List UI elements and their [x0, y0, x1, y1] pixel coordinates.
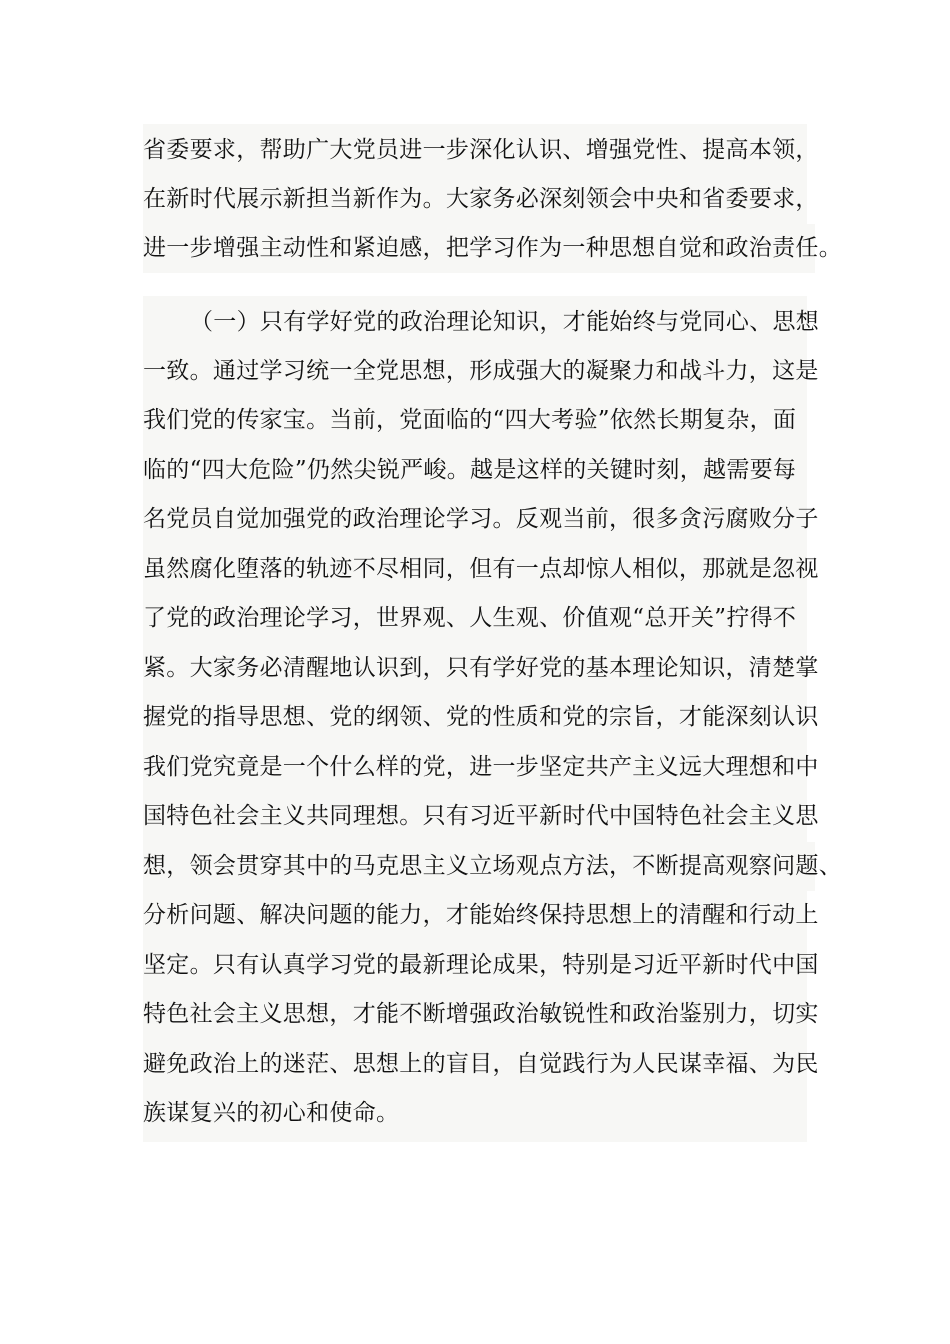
- text-line: 名党员自觉加强党的政治理论学习。反观当前，很多贪污腐败分子: [143, 506, 819, 532]
- text-line: （一）只有学好党的政治理论知识，才能始终与党同心、思想: [190, 309, 820, 335]
- text-line: 握党的指导思想、党的纲领、党的性质和党的宗旨，才能深刻认识: [143, 704, 819, 730]
- text-line: 临的“四大危险”仍然尖锐严峻。越是这样的关键时刻，越需要每: [143, 457, 797, 483]
- text-line: 我们党究竟是一个什么样的党，进一步坚定共产主义远大理想和中: [143, 754, 819, 780]
- text-line: 我们党的传家宝。当前，党面临的“四大考验”依然长期复杂，面: [143, 407, 797, 433]
- text-line: 分析问题、解决问题的能力，才能始终保持思想上的清醒和行动上: [143, 902, 819, 928]
- paragraph-1: [143, 124, 842, 262]
- text-line: 虽然腐化堕落的轨迹不尽相同，但有一点却惊人相似，那就是忽视: [143, 556, 819, 582]
- text-line: 在新时代展示新担当新作为。大家务必深刻领会中央和省委要求，: [143, 186, 819, 212]
- text-line: 国特色社会主义共同理想。只有习近平新时代中国特色社会主义思: [143, 803, 819, 829]
- text-line: 省委要求，帮助广大党员进一步深化认识、增强党性、提高本领，: [143, 137, 819, 163]
- text-line: 了党的政治理论学习，世界观、人生观、价值观“总开关”拧得不: [143, 605, 797, 631]
- text-line: 进一步增强主动性和紧迫感，把学习作为一种思想自觉和政治责任。: [143, 224, 815, 273]
- text-line: 紧。大家务必清醒地认识到，只有学好党的基本理论知识，清楚掌: [143, 655, 819, 681]
- text-line: 想，领会贯穿其中的马克思主义立场观点方法，不断提高观察问题、: [143, 842, 815, 891]
- paragraph-2: [143, 296, 842, 1142]
- text-line: 一致。通过学习统一全党思想，形成强大的凝聚力和战斗力，这是: [143, 358, 819, 384]
- text-line: 避免政治上的迷茫、思想上的盲目，自觉践行为人民谋幸福、为民: [143, 1051, 819, 1077]
- text-line: 特色社会主义思想，才能不断增强政治敏锐性和政治鉴别力，切实: [143, 1001, 819, 1027]
- text-line: 坚定。只有认真学习党的最新理论成果，特别是习近平新时代中国: [143, 952, 819, 978]
- text-line: 族谋复兴的初心和使命。: [143, 1100, 400, 1126]
